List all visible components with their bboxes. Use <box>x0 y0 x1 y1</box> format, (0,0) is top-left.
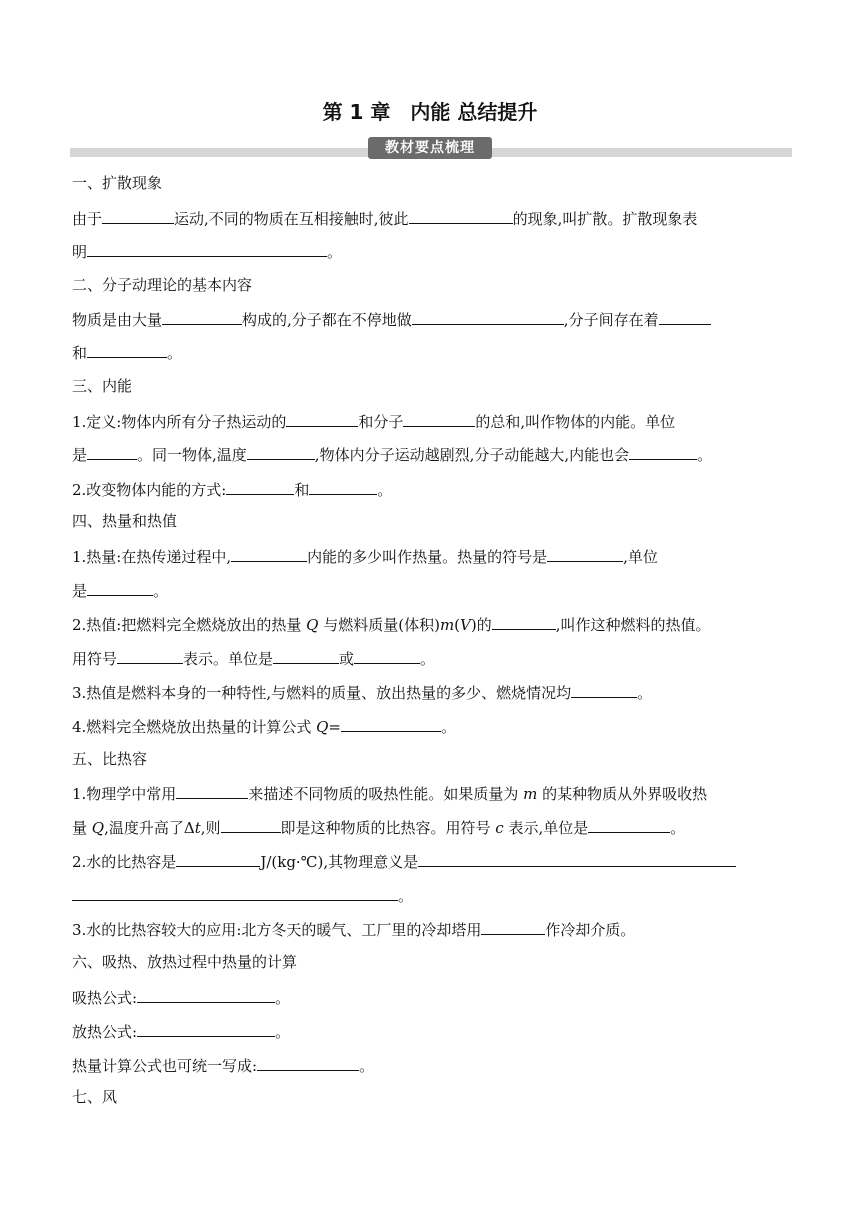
fill-blank[interactable] <box>247 443 315 460</box>
page-title: 第 1 章 内能 总结提升 <box>322 100 538 124</box>
fill-blank[interactable] <box>629 443 697 460</box>
fill-blank[interactable] <box>176 850 260 867</box>
fill-blank[interactable] <box>588 816 670 833</box>
section-heading-7: 七、风 <box>72 1088 118 1106</box>
fill-blank[interactable] <box>547 545 623 562</box>
fill-blank[interactable] <box>87 579 153 596</box>
fill-blank[interactable] <box>137 1020 275 1037</box>
fill-blank[interactable] <box>481 918 545 935</box>
fill-blank[interactable] <box>418 850 736 867</box>
section-heading-5: 五、比热容 <box>72 750 148 768</box>
paragraph-line: 是 。 <box>72 579 168 601</box>
paragraph-line: 4.燃料完全燃烧放出热量的计算公式 Q= 。 <box>72 715 456 737</box>
fill-blank[interactable] <box>354 647 420 664</box>
paragraph-line: 热量计算公式也可统一写成: 。 <box>72 1054 374 1076</box>
paragraph-line: 明 。 <box>72 240 342 262</box>
paragraph-line: 1.定义:物体内所有分子热运动的 和分子 的总和,叫作物体的内能。单位 <box>72 410 675 432</box>
section-heading-2: 二、分子动理论的基本内容 <box>72 276 253 294</box>
fill-blank[interactable] <box>102 207 174 224</box>
fill-blank[interactable] <box>286 410 358 427</box>
fill-blank[interactable] <box>257 1054 359 1071</box>
fill-blank[interactable] <box>137 986 275 1003</box>
paragraph-line: 放热公式: 。 <box>72 1020 290 1042</box>
paragraph-line: 吸热公式: 。 <box>72 986 290 1008</box>
paragraph-line: 1.热量:在热传递过程中, 内能的多少叫作热量。热量的符号是 ,单位 <box>72 545 658 567</box>
paragraph-line: 1.物理学中常用 来描述不同物质的吸热性能。如果质量为 m 的某种物质从外界吸收热 <box>72 782 707 804</box>
section-heading-6: 六、吸热、放热过程中热量的计算 <box>72 953 298 971</box>
paragraph-line: 和 。 <box>72 341 182 363</box>
fill-blank[interactable] <box>412 308 564 325</box>
section-badge: 教材要点梳理 <box>368 137 492 159</box>
fill-blank[interactable] <box>403 410 475 427</box>
section-heading-1: 一、扩散现象 <box>72 174 163 192</box>
section-heading-3: 三、内能 <box>72 377 133 395</box>
fill-blank[interactable] <box>72 884 398 901</box>
fill-blank[interactable] <box>409 207 513 224</box>
paragraph-line: 物质是由大量 构成的,分子都在不停地做 ,分子间存在着 <box>72 308 711 330</box>
fill-blank[interactable] <box>659 308 711 325</box>
fill-blank[interactable] <box>117 647 183 664</box>
fill-blank[interactable] <box>176 782 248 799</box>
section-heading-4: 四、热量和热值 <box>72 512 178 530</box>
fill-blank[interactable] <box>87 240 327 257</box>
fill-blank[interactable] <box>226 478 294 495</box>
fill-blank[interactable] <box>162 308 242 325</box>
fill-blank[interactable] <box>341 715 441 732</box>
fill-blank[interactable] <box>492 613 556 630</box>
paragraph-line: 量 Q,温度升高了Δt,则 即是这种物质的比热容。用符号 c 表示,单位是 。 <box>72 816 685 838</box>
paragraph-line: 是 。同一物体,温度 ,物体内分子运动越剧烈,分子动能越大,内能也会 。 <box>72 443 712 465</box>
paragraph-line: 。 <box>72 884 413 906</box>
paragraph-line: 3.水的比热容较大的应用:北方冬天的暖气、工厂里的冷却塔用 作冷却介质。 <box>72 918 635 940</box>
fill-blank[interactable] <box>87 341 167 358</box>
paragraph-line: 由于 运动,不同的物质在互相接触时,彼此 的现象,叫扩散。扩散现象表 <box>72 207 697 229</box>
paragraph-line: 用符号 表示。单位是 或 。 <box>72 647 435 669</box>
fill-blank[interactable] <box>571 681 637 698</box>
fill-blank[interactable] <box>273 647 339 664</box>
paragraph-line: 2.热值:把燃料完全燃烧放出的热量 Q 与燃料质量(体积)m(V)的 ,叫作这种燃料的热值。 <box>72 613 711 635</box>
fill-blank[interactable] <box>309 478 377 495</box>
fill-blank[interactable] <box>231 545 307 562</box>
paragraph-line: 2.改变物体内能的方式: 和 。 <box>72 478 392 500</box>
paragraph-line: 2.水的比热容是 J/(kg·℃),其物理意义是 <box>72 850 736 872</box>
fill-blank[interactable] <box>221 816 281 833</box>
paragraph-line: 3.热值是燃料本身的一种特性,与燃料的质量、放出热量的多少、燃烧情况均 。 <box>72 681 652 703</box>
fill-blank[interactable] <box>87 443 137 460</box>
